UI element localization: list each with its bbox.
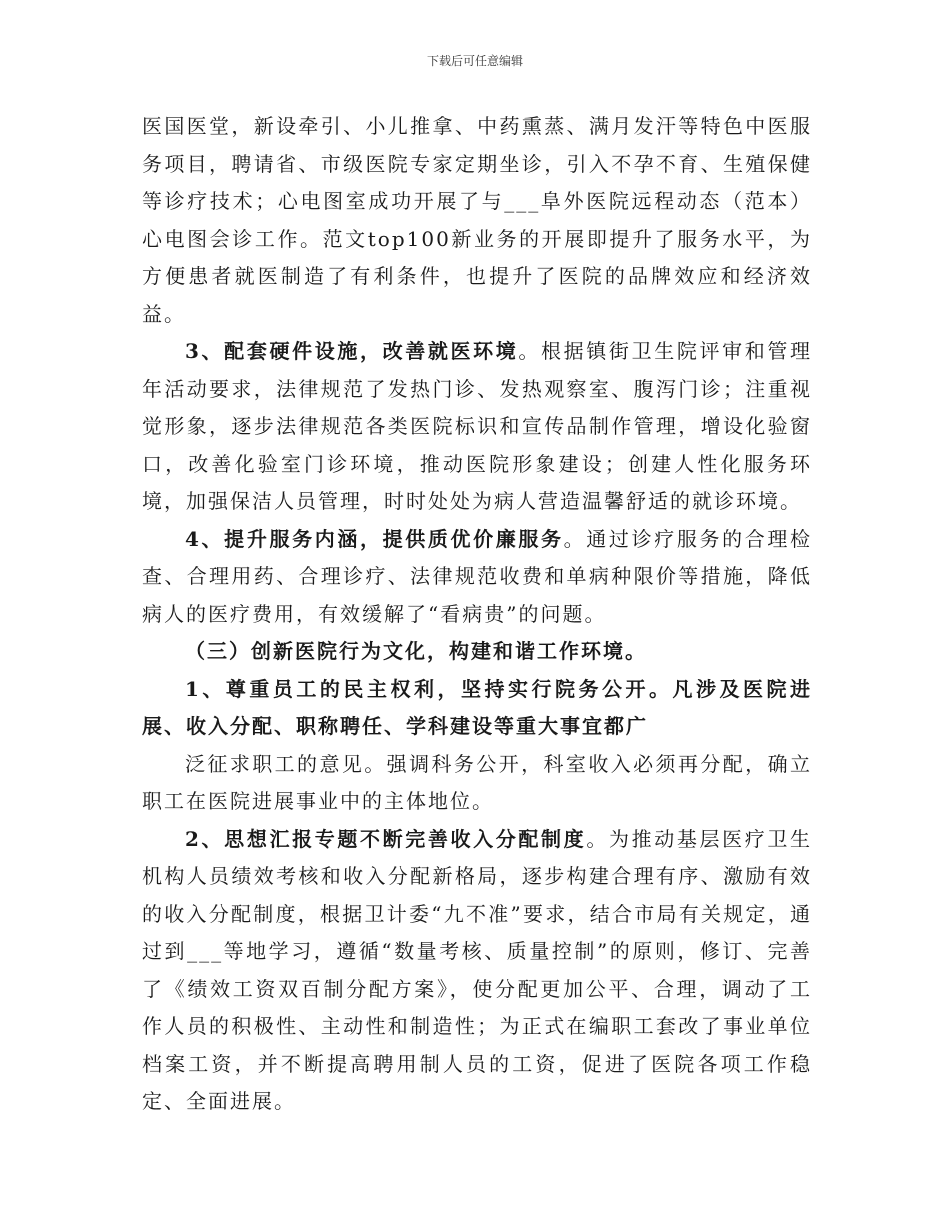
document-body bbox=[142, 108, 812, 1121]
paragraph-3-heading: 4、提升服务内涵，提供质优价廉服务 bbox=[185, 526, 564, 551]
paragraph-6: 泛征求职工的意见。强调科务公开，科室收入必须再分配，确立职工在医院进展事业中的主体地位。 bbox=[142, 751, 812, 813]
paragraph-3-text: 。通过诊疗服务的合理检查、合理用药、合理诊疗、法律规范收费和单病种限价等措施，降低病人的医疗费用，有效缓解了“看病贵”的问题。 bbox=[142, 526, 812, 626]
paragraph-1: 医国医堂，新设牵引、小儿推拿、中药熏蒸、满月发汗等特色中医服务项目，聘请省、市级医院专家定期坐诊，引入不孕不育、生殖保健等诊疗技术；心电图室成功开展了与___阜外医院远程动态（范本）心电图会诊工作。范文top100新业务的开展即提升了服务水平，为方便患者就医制造了有利条件，也提升了医院的品牌效应和经济效益。 bbox=[142, 114, 812, 326]
paragraph-7 bbox=[142, 821, 812, 1121]
page-header: 下载后可任意编辑 bbox=[426, 54, 523, 68]
paragraph-2 bbox=[142, 333, 812, 521]
paragraph-7-text: 。为推动基层医疗卫生机构人员绩效考核和收入分配新格局，逐步构建合理有序、激励有效的收入分配制度，根据卫计委“九不准”要求，结合市局有关规定，通过到___等地学习，遵循“数量考核、质量控制”的原则，修订、完善了《绩效工资双百制分配方案》，使分配更加公平、合理，调动了工作人员的积极性、主动性和制造性；为正式在编职工套改了事业单位档案工资，并不断提高聘用制人员的工资，促进了医院各项工作稳定、全面进展。 bbox=[142, 826, 813, 1113]
paragraph-3 bbox=[142, 521, 812, 634]
paragraph-7-heading: 2、思想汇报专题不断完善收入分配制度 bbox=[185, 826, 587, 851]
section-heading-3: （三）创新医院行为文化，构建和谐工作环境。 bbox=[185, 639, 647, 663]
paragraph-2-text: 。根据镇街卫生院评审和管理年活动要求，法律规范了发热门诊、发热观察室、腹泻门诊；注重视觉形象，逐步法律规范各类医院标识和宣传品制作管理，增设化验窗口，改善化验室门诊环境，推动医院形象建设；创建人性化服务环境，加强保洁人员管理，时时处处为病人营造温馨舒适的就诊环境。 bbox=[142, 339, 812, 513]
paragraph-2-heading: 3、配套硬件设施，改善就医环境 bbox=[185, 339, 519, 363]
paragraph-5: 1、尊重员工的民主权利，坚持实行院务公开。凡涉及医院进展、收入分配、职称聘任、学科建设等重大事宜都广 bbox=[142, 676, 812, 738]
